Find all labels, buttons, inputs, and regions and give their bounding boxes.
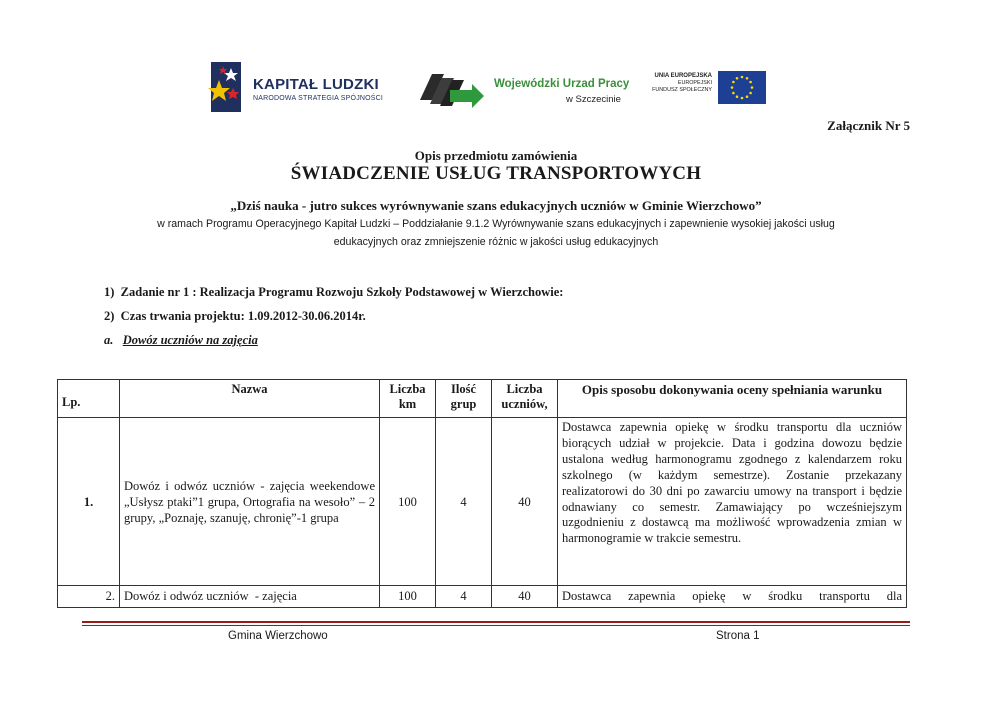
ue-line3: FUNDUSZ SPOŁECZNY — [652, 87, 712, 93]
program-line-1: w ramach Programu Operacyjnego Kapitał Ludzki – Poddziałanie 9.1.2 Wyrównywanie szans edukacyjnych i zapewnienie wysokiej jakości usług — [157, 218, 835, 230]
cell-nazwa: Dowóz i odwóz uczniów - zajęcia — [120, 586, 380, 608]
program-line-2: edukacyjnych oraz zmniejszenie różnic w jakości usług edukacyjnych — [333, 236, 659, 248]
cell-nazwa: Dowóz i odwóz uczniów - zajęcia weekendowe „Usłysz ptaki”1 grupa, Ortografia na wesoło” – 2 grupy, „Poznaję, szanuję, chronię”-1 grupa — [120, 418, 380, 586]
eu-flag-icon — [718, 71, 766, 104]
wup-title: Wojewódzki Urzad Pracy — [494, 78, 630, 90]
cell-grupy: 4 — [436, 586, 492, 608]
footer-page-number: Strona 1 — [716, 630, 760, 642]
project-name: „Dziś nauka - jutro sukces wyrównywanie szans edukacyjnych uczniów w Gminie Wierzchowo” — [230, 198, 762, 213]
document-subtitle: Opis przedmiotu zamówienia — [414, 148, 578, 163]
transport-table — [57, 379, 907, 608]
cell-km: 100 — [380, 586, 436, 608]
kapital-ludzki-title: KAPITAŁ LUDZKI — [253, 76, 379, 93]
wup-logo — [418, 68, 628, 112]
footer-divider-thin — [82, 625, 910, 626]
table-row — [58, 418, 907, 586]
point-1-num: 1) — [104, 285, 115, 299]
cell-opis: Dostawca zapewnia opiekę w środku transportu dla uczniów biorących udział w projekcie. Data i godzina dowozu będzie ustalona według harmonogramu zgodnego z kalendarzem roku szkolnego (w każdym semestrze). Zostanie przekazany realizatorowi do 30 dni po zawarciu umowy na transport i będzie odnawiany co semestr. Zamawiający po wcześniejszym uzgodnieniu z dostawcą ma możliwość wprowadzenia zmian w harmonogramie w trakcie semestru. — [558, 418, 907, 586]
header-nazwa: Nazwa — [120, 380, 380, 418]
cell-grupy: 4 — [436, 418, 492, 586]
point-2-num: 2) — [104, 309, 115, 323]
footer-left: Gmina Wierzchowo — [228, 630, 328, 642]
header-uczniowie: Liczba uczniów, — [492, 380, 558, 418]
point-1-text: Zadanie nr 1 : Realizacja Programu Rozwoju Szkoły Podstawowej w Wierzchowie: — [120, 285, 564, 299]
footer-divider — [82, 621, 910, 623]
cell-lp: 2. — [58, 586, 120, 608]
table-row — [58, 586, 907, 608]
kapital-ludzki-subtitle: NARODOWA STRATEGIA SPÓJNOŚCI — [253, 95, 384, 102]
ue-line2: EUROPEJSKI — [677, 80, 712, 86]
subpoint-a — [104, 333, 258, 348]
table-header-row — [58, 380, 907, 418]
header-km: Liczba km — [380, 380, 436, 418]
subpoint-a-text: Dowóz uczniów na zajęcia — [122, 333, 258, 347]
ue-line1: UNIA EUROPEJSKA — [654, 73, 712, 79]
wup-emblem-icon — [418, 70, 486, 110]
header-grupy: Ilość grup — [436, 380, 492, 418]
document-title: ŚWIADCZENIE USŁUG TRANSPORTOWYCH — [290, 163, 702, 184]
cell-km: 100 — [380, 418, 436, 586]
kapital-ludzki-emblem-icon — [205, 58, 245, 116]
point-2 — [104, 309, 366, 324]
point-2-text: Czas trwania projektu: 1.09.2012-30.06.2014r. — [120, 309, 366, 323]
header-lp: Lp. — [58, 380, 120, 418]
attachment-label: Załącznik Nr 5 — [827, 118, 910, 133]
cell-opis: Dostawca zapewnia opiekę w środku transportu dla — [558, 586, 907, 608]
ue-logo — [640, 68, 766, 108]
cell-lp: 1. — [58, 418, 120, 586]
point-1 — [104, 285, 563, 300]
wup-subtitle: w Szczecinie — [566, 94, 621, 105]
ue-text — [640, 73, 712, 94]
cell-uczniowie: 40 — [492, 586, 558, 608]
cell-uczniowie: 40 — [492, 418, 558, 586]
header-opis: Opis sposobu dokonywania oceny spełniania warunku — [558, 380, 907, 418]
kapital-ludzki-logo — [205, 58, 385, 116]
subpoint-a-letter: a. — [104, 333, 114, 347]
